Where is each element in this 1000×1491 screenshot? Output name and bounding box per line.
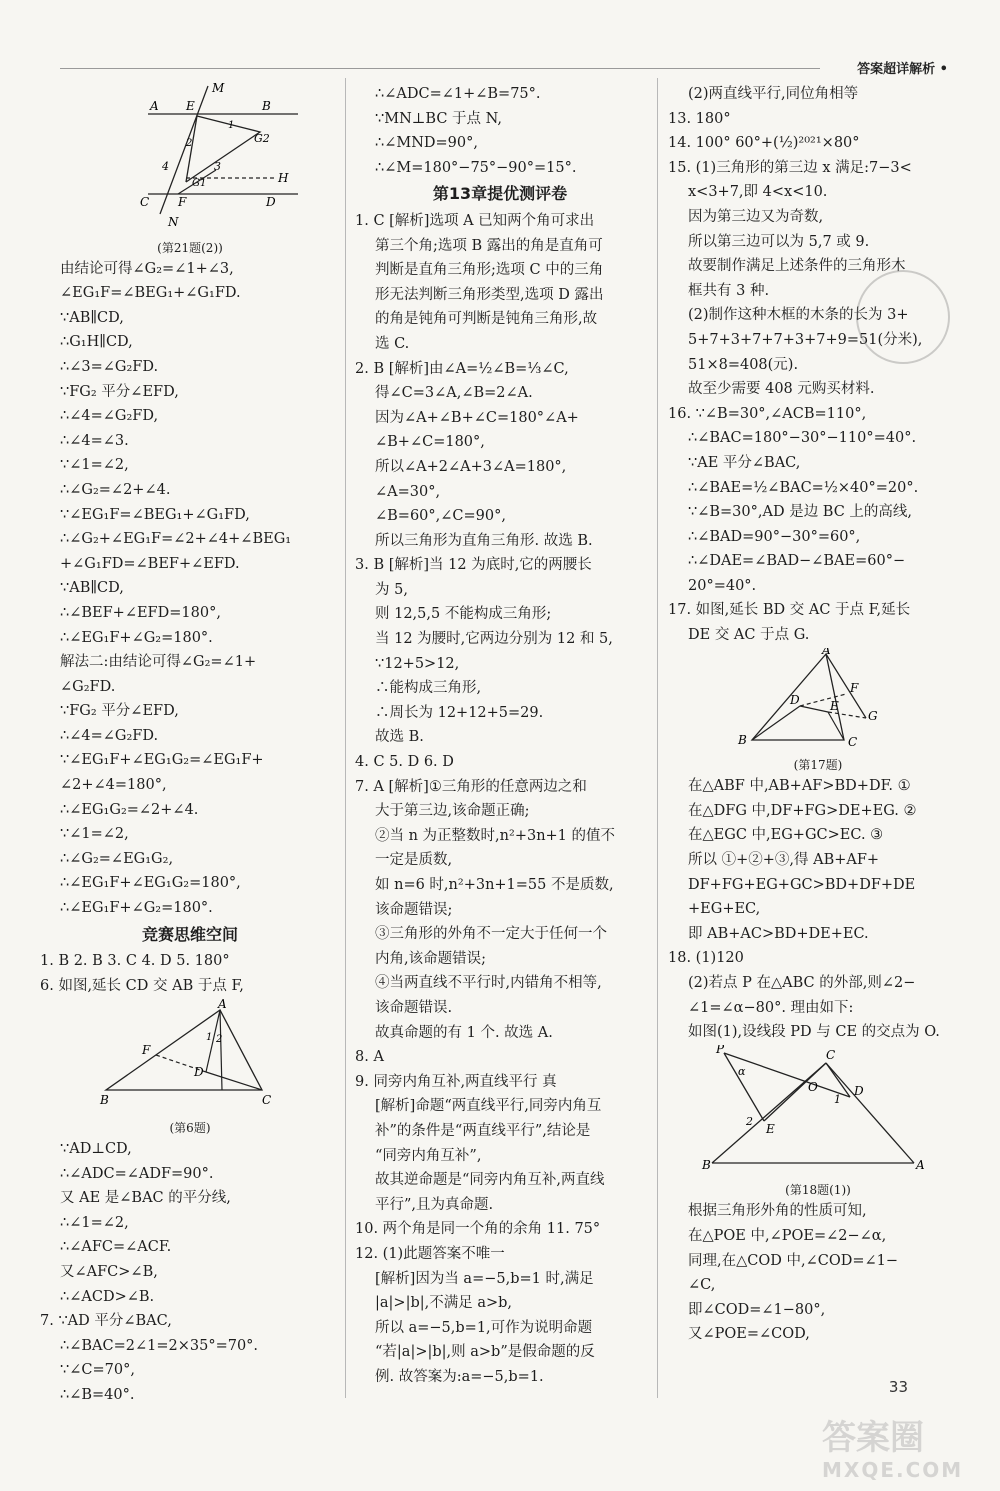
- text-line: 如 n=6 时,n²+3n+1=55 不是质数,: [375, 877, 614, 893]
- fig21-label: M: [212, 82, 225, 95]
- figure-21: [40, 82, 340, 257]
- text-line: 所以 a=−5,b=1,可作为说明命题: [375, 1319, 593, 1336]
- text-line: ∵∠1=∠2,: [60, 826, 129, 843]
- text-line: 如图(1),设线段 PD 与 CE 的交点为 O.: [688, 1024, 940, 1041]
- text-line: +∠G₁FD=∠BEF+∠EFD.: [60, 555, 240, 572]
- text-line: ②当 n 为正整数时,n²+3n+1 的值不: [375, 827, 616, 844]
- text-line: ∴∠1=∠2,: [60, 1214, 129, 1231]
- text-line: 又 AE 是∠BAC 的平分线,: [60, 1190, 231, 1207]
- text-line: 故其逆命题是“同旁内角互补,两直线: [375, 1172, 605, 1189]
- text-line: ∵∠B=30°,AD 是边 BC 上的高线,: [688, 504, 913, 521]
- text-line: 15. (1)三角形的第三边 x 满足:7−3<: [668, 159, 912, 176]
- text-line: ∴∠G₂=∠EG₁G₂,: [60, 850, 174, 867]
- text-line: “同旁内角互补”,: [375, 1147, 482, 1164]
- text-line: 故至少需要 408 元购买材料.: [688, 381, 875, 398]
- text-line: ∠B=60°,∠C=90°,: [375, 508, 506, 525]
- text-line: 平行”,且为真命题.: [375, 1196, 494, 1213]
- text-line: 14. 100° 60°+(½)²⁰²¹×80°: [668, 135, 860, 152]
- watermark-url: MXQE.COM: [822, 1458, 964, 1482]
- text-line: [解析]命题“两直线平行,同旁内角互: [375, 1098, 602, 1115]
- figure-18: [668, 1045, 968, 1200]
- text-line: ∵AB∥CD,: [60, 580, 124, 597]
- figure-21-diagram: [40, 82, 340, 230]
- text-line: ∠A=30°,: [375, 483, 441, 500]
- text-line: 当 12 为腰时,它两边分别为 12 和 5,: [375, 631, 613, 648]
- solution-continued: [355, 82, 645, 180]
- fig18-label: D: [854, 1083, 864, 1098]
- text-line: ∴∠BAC=180°−30°−110°=40°.: [688, 430, 917, 447]
- text-line: ④当两直线不平行时,内错角不相等,: [375, 975, 602, 992]
- text-line: 5+7+3+7+7+3+7+9=51(分米),: [688, 331, 923, 348]
- text-line: ∴∠BAE=½∠BAC=½×40°=20°.: [688, 479, 919, 496]
- figure-6-diagram: [40, 998, 340, 1110]
- text-line: 即 AB+AC>BD+DE+EC.: [688, 925, 869, 942]
- text-line: 在△ABF 中,AB+AF>BD+DF. ①: [688, 778, 911, 795]
- text-line: ∴∠ACD>∠B.: [60, 1288, 155, 1305]
- text-line: 得∠C=3∠A,∠B=2∠A.: [375, 385, 533, 402]
- fig21-label: D: [266, 195, 276, 209]
- header-rule: [60, 68, 820, 69]
- text-line: ∠G₂FD.: [60, 678, 116, 695]
- text-line: ∴∠DAE=∠BAD−∠BAE=60°−: [688, 553, 906, 570]
- text-line: |a|>|b|,不满足 a>b,: [375, 1295, 513, 1312]
- text-line: 故真命题的有 1 个. 故选 A.: [375, 1024, 553, 1041]
- text-line: ③三角形的外角不一定大于任何一个: [375, 926, 607, 943]
- fig6-label: A: [218, 998, 227, 1012]
- text-line: 大于第三边,该命题正确;: [375, 803, 530, 820]
- text-line: 同理,在△COD 中,∠COD=∠1−: [688, 1252, 899, 1269]
- text-line: 1. C [解析]选项 A 已知两个角可求出: [355, 212, 595, 229]
- text-line: ∴∠B=40°.: [60, 1386, 135, 1403]
- text-line: 17. 如图,延长 BD 交 AC 于点 F,延长: [668, 602, 911, 619]
- text-line: ∴∠4=∠G₂FD,: [60, 408, 159, 425]
- text-line: 又∠AFC>∠B,: [60, 1263, 158, 1280]
- fig18-label: B: [702, 1157, 711, 1172]
- fig18-label: 1: [834, 1092, 841, 1106]
- text-line: 该命题错误.: [375, 999, 453, 1016]
- column-2: [355, 82, 645, 1389]
- figure-18-diagram: [668, 1045, 968, 1173]
- text-line: DF+FG+EG+GC>BD+DF+DE: [688, 876, 916, 893]
- page-number: 33: [888, 1378, 908, 1396]
- fig17-label: A: [822, 647, 831, 657]
- text-line: 所以三角形为直角三角形. 故选 B.: [375, 532, 593, 549]
- text-line: 3. B [解析]当 12 为底时,它的两腰长: [355, 557, 592, 574]
- fig21-label: F: [178, 195, 187, 209]
- fig21-label: G2: [254, 132, 270, 145]
- stamp-seal: [856, 270, 950, 364]
- fig21-label: H: [278, 171, 289, 185]
- text-line: 2. B [解析]由∠A=½∠B=⅓∠C,: [355, 360, 569, 377]
- text-line: ∵MN⊥BC 于点 N,: [375, 110, 503, 127]
- fig17-label: B: [738, 732, 747, 747]
- text-line: 51×8=408(元).: [688, 356, 799, 373]
- text-line: “若|a|>|b|,则 a>b”是假命题的反: [375, 1344, 595, 1361]
- header-title: 答案超详解析 •: [857, 62, 948, 77]
- text-line: 12. (1)此题答案不唯一: [355, 1245, 505, 1262]
- solution-q6: [40, 1137, 340, 1309]
- figure-17: [668, 648, 968, 775]
- text-line: 9. 同旁内角互补,两直线平行 真: [355, 1073, 557, 1090]
- text-line: 则 12,5,5 不能构成三角形;: [375, 606, 552, 623]
- fig17-label: C: [848, 734, 858, 748]
- text-line: ∴∠BEF+∠EFD=180°,: [60, 604, 221, 621]
- fig21-label: E: [186, 99, 195, 113]
- fig18-label: O: [808, 1079, 818, 1094]
- fig6-label: B: [100, 1093, 109, 1108]
- watermark-logo: 答案圈: [822, 1418, 924, 1458]
- text-line: (2)两直线平行,同位角相等: [688, 86, 859, 102]
- figure-17-diagram: [668, 648, 968, 748]
- figure-6: [40, 998, 340, 1137]
- fig6-label: F: [142, 1043, 151, 1058]
- text-line: 该命题错误;: [375, 901, 453, 918]
- text-line: 所以 ①+②+③,得 AB+AF+: [688, 852, 880, 869]
- text-line: 4. C 5. D 6. D: [355, 754, 454, 771]
- fig21-label: G1: [192, 178, 207, 189]
- text-line: 所以第三边可以为 5,7 或 9.: [688, 233, 870, 250]
- text-line: 框共有 3 种.: [688, 282, 770, 299]
- fig18-label: E: [766, 1121, 775, 1136]
- answers-13-17: [668, 82, 968, 648]
- text-line: ∠B+∠C=180°,: [375, 434, 485, 451]
- text-line: 又∠POE=∠COD,: [688, 1326, 810, 1343]
- text-line: 选 C.: [375, 335, 410, 352]
- text-line: 所以∠A+2∠A+3∠A=180°,: [375, 458, 567, 475]
- fig6-label: 1: [206, 1032, 213, 1044]
- text-line: 形无法判断三角形类型,选项 D 露出: [375, 286, 604, 303]
- text-line: +EG+EC,: [688, 901, 761, 918]
- text-line: 为 5,: [375, 581, 408, 598]
- text-line: x<3+7,即 4<x<10.: [688, 184, 828, 201]
- fig21-label: 1: [228, 120, 235, 131]
- text-line: 在△EGC 中,EG+GC>EC. ③: [688, 827, 884, 844]
- fig21-label: 3: [214, 160, 221, 173]
- text-line: 因为∠A+∠B+∠C=180°∠A+: [375, 409, 579, 426]
- text-line: 的角是钝角可判断是钝角三角形,故: [375, 311, 598, 328]
- text-line: ∵∠1=∠2,: [60, 457, 129, 474]
- text-line: ∵FG₂ 平分∠EFD,: [60, 383, 179, 400]
- text-line: ∴∠4=∠G₂FD.: [60, 727, 159, 744]
- text-line: ∠1=∠α−80°. 理由如下:: [688, 999, 854, 1016]
- text-line: ∵12+5>12,: [375, 655, 460, 672]
- text-line: ∠C,: [688, 1277, 716, 1294]
- text-line: ∴∠EG₁F+∠EG₁G₂=180°,: [60, 875, 241, 892]
- text-line: ∴∠M=180°−75°−90°=15°.: [375, 159, 577, 176]
- text-line: 故要制作满足上述条件的三角形木: [688, 258, 906, 275]
- text-line: 一定是质数,: [375, 852, 453, 869]
- text-line: 10. 两个角是同一个角的余角 11. 75°: [355, 1221, 601, 1238]
- text-line: ∴周长为 12+12+5=29.: [375, 704, 544, 721]
- text-line: 即∠COD=∠1−80°,: [688, 1301, 826, 1318]
- figure-caption: (第6题): [169, 1121, 211, 1135]
- figure-caption: (第21题(2)): [157, 240, 223, 255]
- text-line: ∴∠3=∠G₂FD.: [60, 358, 159, 375]
- text-line: ∴∠MND=90°,: [375, 135, 478, 152]
- fig6-label: 2: [216, 1034, 223, 1046]
- text-line: ∴∠ADC=∠ADF=90°.: [60, 1165, 214, 1182]
- text-line: 7. ∵AD 平分∠BAC,: [40, 1313, 172, 1330]
- figure-caption: (第17题): [793, 758, 843, 773]
- figure-caption: (第18题(1)): [785, 1183, 851, 1198]
- text-line: ∴∠BAC=2∠1=2×35°=70°.: [60, 1337, 259, 1354]
- text-line: 第三个角;选项 B 露出的角是直角可: [375, 237, 603, 254]
- text-line: (2)若点 P 在△ABC 的外部,则∠2−: [688, 975, 916, 991]
- text-line: ∠2+∠4=180°,: [60, 777, 167, 794]
- text-line: ∴∠4=∠3.: [60, 432, 129, 449]
- fig21-label: C: [140, 195, 150, 209]
- text-line: 6. 如图,延长 CD 交 AB 于点 F,: [40, 977, 244, 994]
- fig18-label: A: [916, 1157, 925, 1172]
- text-line: ∴∠EG₁F+∠G₂=180°.: [60, 900, 213, 917]
- fig6-label: D: [194, 1065, 204, 1080]
- fig21-label: A: [150, 99, 159, 113]
- fig18-label: α: [738, 1064, 746, 1078]
- text-line: ∴∠AFC=∠ACF.: [60, 1239, 172, 1256]
- text-line: ∵∠C=70°,: [60, 1362, 135, 1379]
- text-line: ∴∠ADC=∠1+∠B=75°.: [375, 86, 541, 102]
- fig21-label: 4: [162, 160, 169, 173]
- text-line: ∴∠EG₁F+∠G₂=180°.: [60, 629, 213, 646]
- fig17-label: F: [850, 680, 859, 695]
- column-1: [40, 82, 340, 1408]
- text-line: 在△DFG 中,DF+FG>DE+EG. ②: [688, 802, 917, 819]
- text-line: 补”的条件是“两直线平行”,结论是: [375, 1122, 591, 1139]
- fig17-label: D: [790, 692, 800, 707]
- text-line: 解法二:由结论可得∠G₂=∠1+: [60, 654, 257, 671]
- solution-q7: [40, 1334, 340, 1408]
- text-line: 18. (1)120: [668, 950, 744, 967]
- answers-ch13: [355, 209, 645, 1390]
- text-line: [解析]因为当 a=−5,b=1 时,满足: [375, 1270, 594, 1287]
- solution-q21: [40, 257, 340, 921]
- fig6-label: C: [262, 1093, 272, 1108]
- text-line: 因为第三边又为奇数,: [688, 208, 824, 225]
- text-line: ∴∠EG₁G₂=∠2+∠4.: [60, 801, 199, 818]
- text-line: 7. A [解析]①三角形的任意两边之和: [355, 778, 587, 795]
- text-line: ∴∠G₂+∠EG₁F=∠2+∠4+∠BEG₁: [60, 531, 292, 548]
- column-divider: [657, 78, 658, 1398]
- text-line: 8. A: [355, 1049, 384, 1066]
- text-line: 判断是直角三角形;选项 C 中的三角: [375, 262, 604, 279]
- fig21-label: B: [262, 99, 271, 113]
- fig21-label: 2: [186, 138, 193, 149]
- text-line: 内角,该命题错误;: [375, 950, 486, 967]
- text-line: 20°=40°.: [688, 577, 757, 594]
- text-line: (2)制作这种木框的木条的长为 3+: [688, 307, 909, 324]
- text-line: 13. 180°: [668, 110, 731, 127]
- solution-q18-continued: [668, 1199, 968, 1347]
- section-title: 第13章提优测评卷: [432, 184, 568, 204]
- text-line: ∴∠BAD=90°−30°=60°,: [688, 528, 861, 545]
- text-line: ∵AB∥CD,: [60, 309, 124, 326]
- fig18-label: P: [716, 1044, 725, 1056]
- text-line: ∵FG₂ 平分∠EFD,: [60, 703, 179, 720]
- text-line: ∠EG₁F=∠BEG₁+∠G₁FD.: [60, 285, 241, 302]
- column-3: [668, 82, 968, 1347]
- text-line: ∵∠EG₁F+∠EG₁G₂=∠EG₁F+: [60, 752, 264, 769]
- column-divider: [345, 78, 346, 1398]
- text-line: ∴G₁H∥CD,: [60, 334, 133, 351]
- solution-q17-18: [668, 774, 968, 1045]
- fig21-label: N: [168, 215, 179, 229]
- text-line: ∵AD⊥CD,: [60, 1141, 132, 1157]
- text-line: 故选 B.: [375, 729, 424, 746]
- text-line: ∴能构成三角形,: [375, 680, 482, 697]
- text-line: ∵∠EG₁F=∠BEG₁+∠G₁FD,: [60, 506, 250, 523]
- text-line: 根据三角形外角的性质可知,: [688, 1203, 867, 1220]
- fig17-label: E: [830, 698, 839, 713]
- text-line: ∴∠G₂=∠2+∠4.: [60, 481, 171, 498]
- text-line: 由结论可得∠G₂=∠1+∠3,: [60, 260, 234, 277]
- text-line: 16. ∵∠B=30°,∠ACB=110°,: [668, 405, 867, 422]
- text-line: 1. B 2. B 3. C 4. D 5. 180°: [40, 953, 230, 970]
- fig17-label: G: [868, 708, 878, 723]
- fig18-label: 2: [746, 1114, 753, 1128]
- text-line: ∵AE 平分∠BAC,: [688, 454, 801, 471]
- text-line: DE 交 AC 于点 G.: [688, 627, 810, 644]
- text-line: 例. 故答案为:a=−5,b=1.: [375, 1368, 544, 1385]
- section-title: 竞赛思维空间: [141, 924, 238, 944]
- text-line: 在△POE 中,∠POE=∠2−∠α,: [688, 1227, 887, 1244]
- fig18-label: C: [826, 1047, 836, 1062]
